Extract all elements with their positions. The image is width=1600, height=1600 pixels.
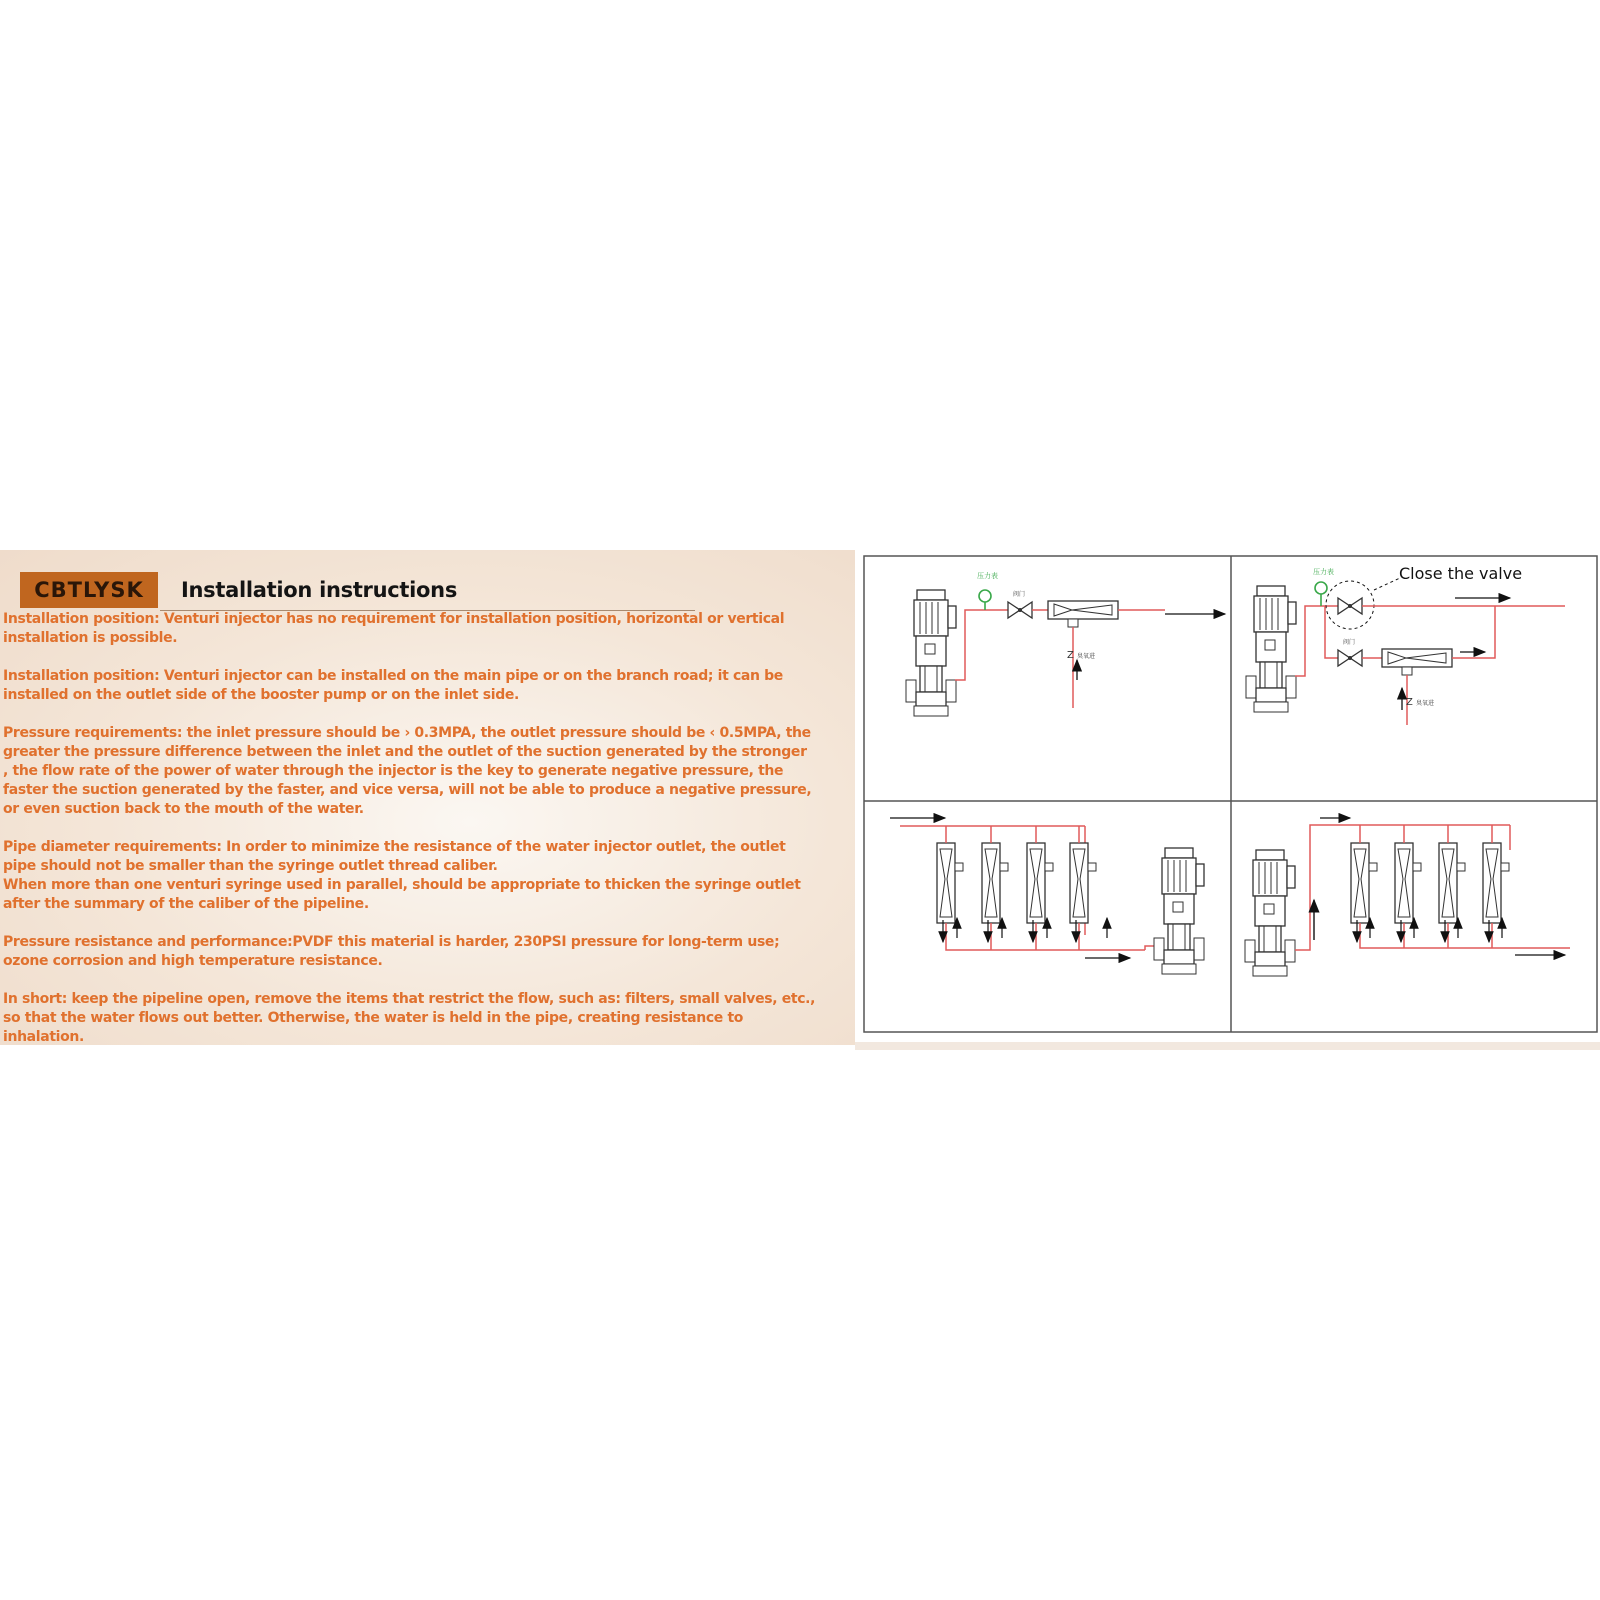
quadrant-branch [1246,567,1565,725]
quadrant-parallel-inlet [890,818,1204,974]
instruction-paragraph: Installation position: Venturi injector can be installed on the main pipe or on the branch road; it can be installed on the outlet side of the booster pump or on the inlet side. [3,668,783,703]
diagram-svg [855,550,1600,1050]
svg-text:Z: Z [1067,650,1074,661]
instruction-paragraph: In short: keep the pipeline open, remove the items that restrict the flow, such as: filters, small valves, etc., so that the water flows out better. Otherwise, the water is held in the pipe, creating resistance to inhalation. [3,991,816,1045]
quadrant-main-pipe [906,571,1225,716]
svg-text:Z: Z [1406,697,1413,708]
close-valve-label: Close the valve [1399,564,1523,583]
page-title: Installation instructions [181,578,458,602]
instructions-panel [0,550,855,1045]
svg-text:压力表: 压力表 [977,572,998,580]
svg-text:阀门: 阀门 [1013,591,1026,598]
installation-banner [0,550,1600,1050]
svg-text:臭氧进: 臭氧进 [1416,700,1435,707]
svg-text:压力表: 压力表 [1313,568,1334,576]
instruction-paragraph: Pipe diameter requirements: In order to minimize the resistance of the water injector outlet, the outlet pipe should not be smaller than the syringe outlet thread caliber. When more than one venturi syringe used in parallel, should be appropriate to thicken the syringe outlet after the summary of the caliber of the pipeline. [3,839,801,912]
instructions-list [3,610,851,1066]
quadrant-parallel-outlet [1245,818,1570,976]
svg-text:阀门: 阀门 [1343,639,1356,646]
instruction-paragraph: Pressure requirements: the inlet pressure should be › 0.3MPA, the outlet pressure should be ‹ 0.5MPA, the greater the pressure difference between the inlet and the outlet of the suction generated by the stronger , the flow rate of the power of water through the injector is the key to generate negative pressure, the faster the suction generated by the faster, and vice versa, will not be able to produce a negative pressure, or even suction back to the mouth of the water. [3,725,812,817]
svg-text:臭氧进: 臭氧进 [1077,653,1096,660]
brand-logo: CBTLYSK [20,572,158,608]
instruction-paragraph: Installation position: Venturi injector has no requirement for installation position, horizontal or vertical installation is possible. [3,611,785,646]
installation-diagram [855,550,1600,1050]
bottom-strip [855,1042,1600,1050]
instruction-paragraph: Pressure resistance and performance:PVDF this material is harder, 230PSI pressure for long-term use; ozone corrosion and high temperature resistance. [3,934,780,969]
